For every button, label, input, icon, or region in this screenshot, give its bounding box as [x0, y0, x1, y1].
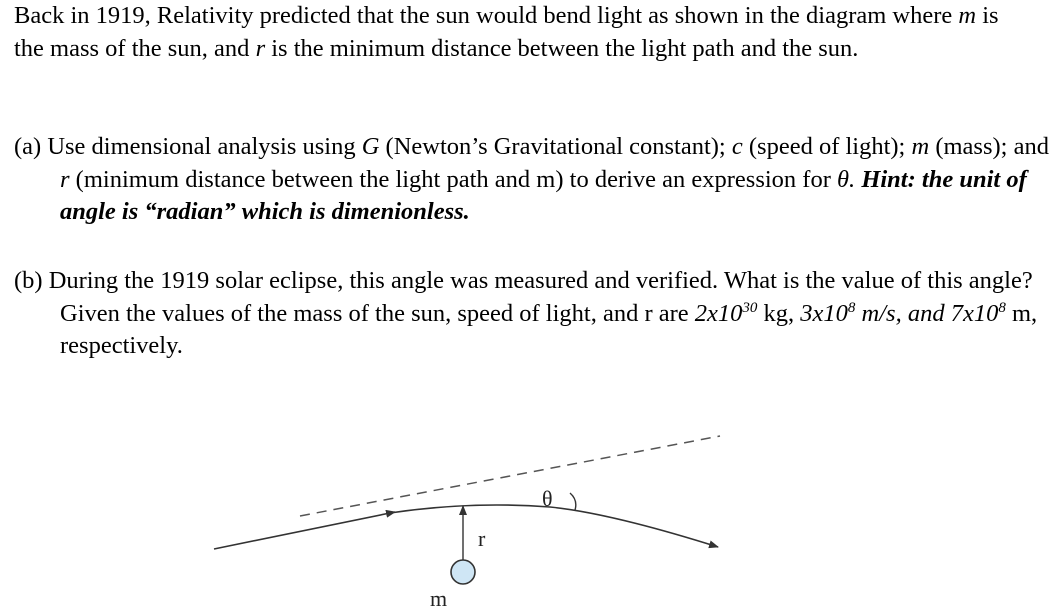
light-bending-diagram	[150, 395, 770, 614]
diagram-svg	[150, 395, 770, 614]
question-b	[14, 265, 1050, 363]
value-mass-exponent: 30	[742, 299, 758, 316]
question-a-text-4: (mass); and	[929, 133, 1049, 160]
var-r: r	[60, 165, 70, 193]
value-c-exponent: 8	[847, 299, 856, 316]
incoming-light-ray	[214, 512, 395, 549]
intro-text-1: Back in 1919, Relativity predicted that the sun would bend light as shown in the diagram where	[14, 2, 959, 29]
intro-text-2: is the mass of the sun, and	[14, 2, 999, 62]
var-G: G	[361, 133, 380, 160]
hint-text: Hint: the unit of angle is “radian” which is dimenionless.	[60, 165, 1027, 225]
value-r-exponent: 8	[998, 299, 1006, 316]
apparent-path-dashed-line	[300, 436, 720, 516]
value-r-unit: m, respectively.	[60, 299, 1038, 359]
value-c-mantissa: 3x10	[800, 299, 848, 327]
question-a-text-2: (Newton’s Gravitational constant);	[379, 133, 732, 160]
theta-angle-arc	[570, 493, 576, 510]
value-r-mantissa: 7x10	[950, 299, 999, 327]
m-label: m	[430, 586, 448, 611]
question-b-text-1: During the 1919 solar eclipse, this angle was measured and verified. What is the value of this angle? Given the values of the mass of the sun, speed of light, and r are	[42, 267, 1033, 327]
intro-paragraph	[14, 0, 1004, 65]
var-theta: θ.	[837, 165, 856, 193]
question-b-label: (b)	[14, 267, 43, 294]
bent-light-path	[390, 505, 718, 547]
r-label: r	[478, 526, 486, 551]
var-c: c	[731, 133, 743, 160]
question-a-label: (a)	[14, 133, 42, 160]
question-a	[14, 131, 1050, 229]
theta-label: θ	[542, 486, 553, 511]
intro-var-r: r	[255, 34, 266, 62]
intro-var-m: m	[958, 2, 977, 29]
sun-mass-circle	[451, 560, 475, 584]
value-mass-unit: kg,	[757, 299, 801, 327]
intro-text-3: is the minimum distance between the light path and the sun.	[265, 34, 859, 62]
question-a-text-1: Use dimensional analysis using	[41, 133, 362, 160]
value-mass-mantissa: 2x10	[694, 299, 743, 327]
question-a-text-5: (minimum distance between the light path and m) to derive an expression for	[69, 165, 838, 193]
question-a-text-3: (speed of light);	[742, 133, 912, 160]
var-m: m	[911, 133, 930, 160]
value-c-unit: m/s, and	[855, 299, 951, 327]
